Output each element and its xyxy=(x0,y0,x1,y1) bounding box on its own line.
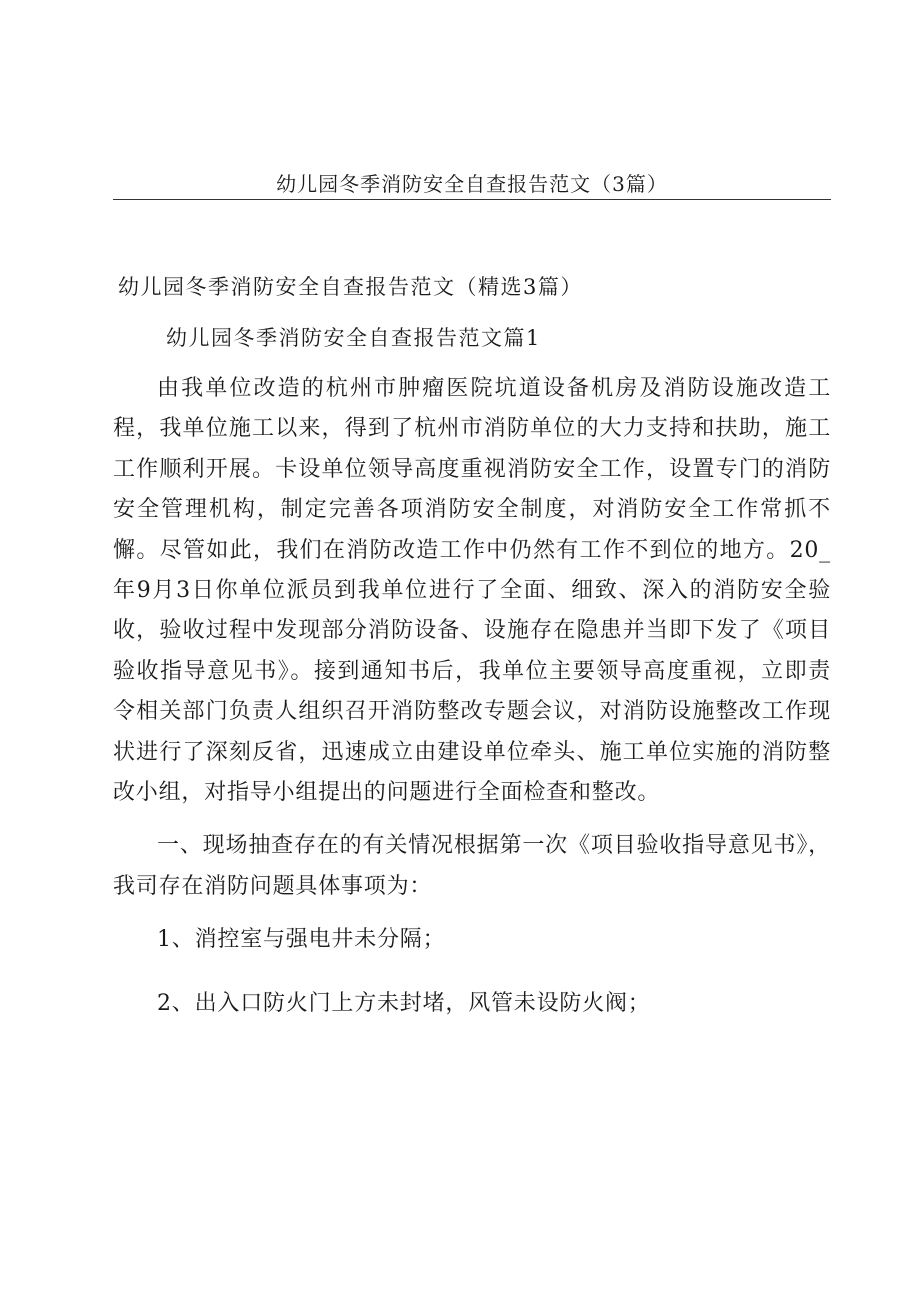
list-item: 2、出入口防火门上方未封堵，风管未设防火阀； xyxy=(157,990,651,1016)
document-title: 幼儿园冬季消防安全自查报告范文（精选3篇） xyxy=(118,275,583,299)
body-paragraph-issues: 一、现场抽查存在的有关情况根据第一次《项目验收指导意见书》，我司存在消防问题具体事项为： xyxy=(113,833,831,899)
body-paragraph-intro: 由我单位改造的杭州市肿瘤医院坑道设备机房及消防设施改造工程，我单位施工以来，得到了杭州市消防单位的大力支持和扶助，施工工作顺利开展。卡设单位领导高度重视消防安全工作，设置专门的消防安全管理机构，制定完善各项消防安全制度，对消防安全工作常抓不懈。尽管如此，我们在消防改造工作中仍然有工作不到位的地方。20_年9月3日你单位派员到我单位进行了全面、细致、深入的消防安全验收，验收过程中发现部分消防设备、设施存在隐患并当即下发了《项目验收指导意见书》。接到通知书后，我单位主要领导高度重视，立即责令相关部门负责人组织召开消防整改专题会议，对消防设施整改工作现状进行了深刻反省，迅速成立由建设单位牵头、施工单位实施的消防整改小组，对指导小组提出的问题进行全面检查和整改。 xyxy=(113,376,831,806)
list-item: 1、消控室与强电井未分隔； xyxy=(157,927,446,953)
document-body xyxy=(113,369,831,1024)
running-header-title: 幼儿园冬季消防安全自查报告范文（3篇） xyxy=(276,172,668,196)
section-title: 幼儿园冬季消防安全自查报告范文篇1 xyxy=(166,326,541,350)
header-divider xyxy=(113,199,831,200)
